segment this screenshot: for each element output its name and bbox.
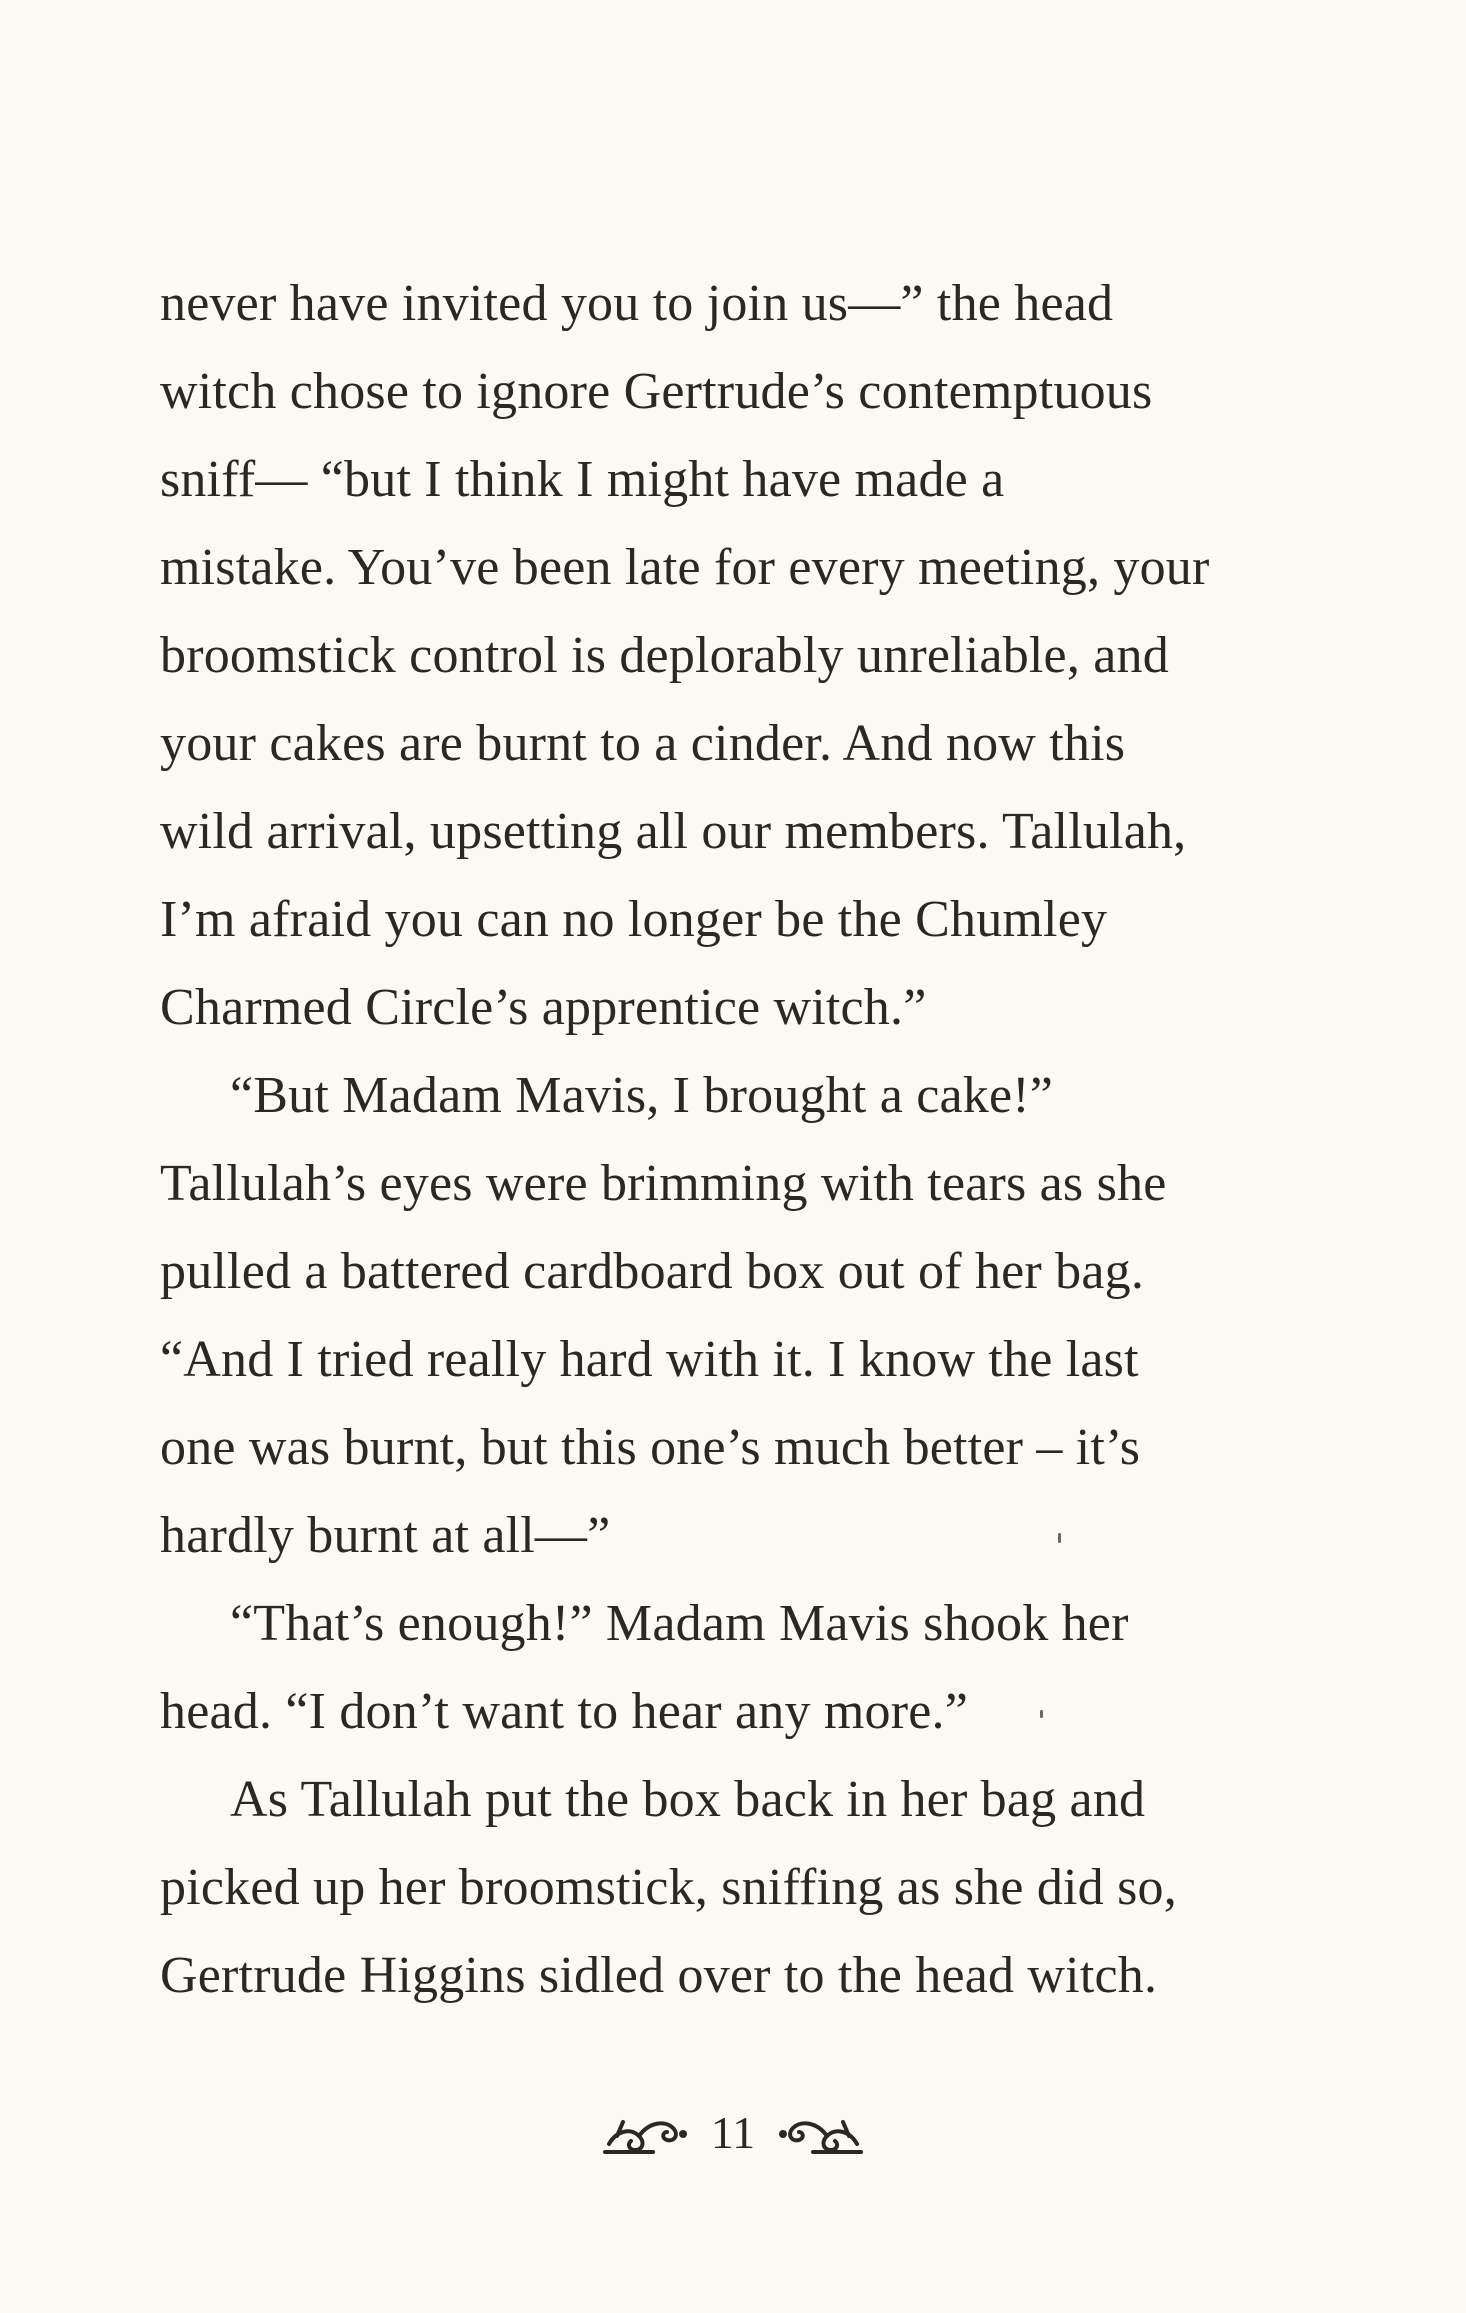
text-line: “But Madam Mavis, I brought a cake!” — [230, 1067, 1054, 1124]
text-line: your cakes are burnt to a cinder. And now this — [160, 715, 1126, 772]
text-line: Tallulah’s eyes were brimming with tears as she — [160, 1155, 1167, 1212]
text-line: wild arrival, upsetting all our members. Tallulah, — [160, 803, 1187, 860]
flourish-ornament-icon — [603, 2108, 691, 2158]
body-text — [160, 260, 1310, 2020]
text-line: Charmed Circle’s apprentice witch.” — [160, 979, 927, 1036]
text-line: hardly burnt at all—” — [160, 1507, 611, 1564]
text-line: pulled a battered cardboard box out of her bag. — [160, 1243, 1145, 1300]
text-line: “That’s enough!” Madam Mavis shook her — [230, 1595, 1129, 1652]
text-line: broomstick control is deplorably unreliable, and — [160, 627, 1169, 684]
text-line: head. “I don’t want to hear any more.” — [160, 1683, 968, 1740]
scan-speck — [1058, 1533, 1061, 1543]
text-line: As Tallulah put the box back in her bag and — [230, 1771, 1146, 1828]
text-line: “And I tried really hard with it. I know the last — [160, 1331, 1139, 1388]
flourish-ornament-icon — [775, 2108, 863, 2158]
text-line: picked up her broomstick, sniffing as she did so, — [160, 1859, 1177, 1916]
text-line: witch chose to ignore Gertrude’s contemptuous — [160, 363, 1153, 420]
scan-speck — [1040, 1710, 1043, 1718]
text-line: sniff— “but I think I might have made a — [160, 451, 1005, 508]
text-line: mistake. You’ve been late for every meeting, your — [160, 539, 1210, 596]
text-line: I’m afraid you can no longer be the Chumley — [160, 891, 1108, 948]
page-footer — [0, 2098, 1466, 2168]
text-line: Gertrude Higgins sidled over to the head witch. — [160, 1947, 1158, 2004]
text-line: never have invited you to join us—” the head — [160, 275, 1114, 332]
text-line: one was burnt, but this one’s much better – it’s — [160, 1419, 1141, 1476]
page-number: 11 — [710, 2107, 756, 2158]
